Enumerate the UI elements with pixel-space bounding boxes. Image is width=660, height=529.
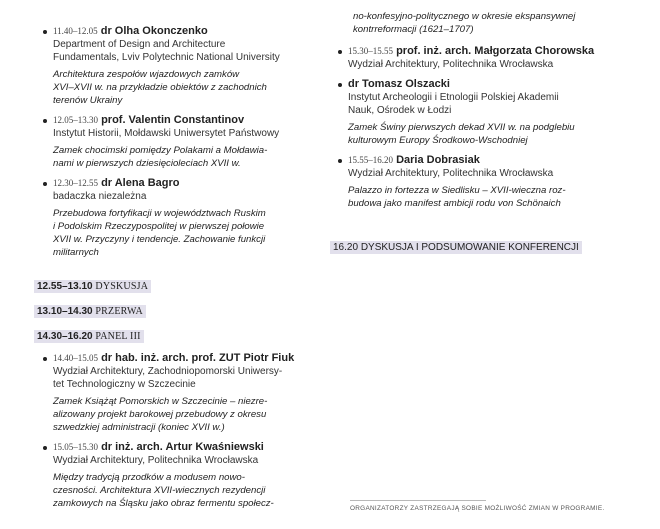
title-line: kontrreformacji (1621–1707)	[353, 24, 474, 35]
title-line: XVI–XVII w. na przykładzie obiektów z zachodnich	[53, 82, 267, 93]
program-entry	[38, 113, 328, 170]
affiliation-line: Department of Design and Architecture	[53, 39, 226, 50]
title-line: militarnych	[53, 247, 99, 258]
speaker-affiliation	[53, 365, 328, 391]
speaker-affiliation	[53, 38, 328, 64]
affiliation-line: Wydział Architektury, Politechnika Wrocławska	[348, 59, 554, 70]
left-entries	[38, 24, 328, 259]
program-entry	[38, 440, 328, 510]
right-entries	[333, 44, 633, 210]
session-bar-break	[34, 305, 146, 318]
session-bar-panel	[34, 330, 144, 343]
footer-divider	[350, 500, 486, 501]
speaker-name: Daria Dobrasiak	[396, 154, 480, 166]
affiliation-line: tet Technologiczny w Szczecinie	[53, 379, 196, 390]
bar-time: 14.30–16.20	[37, 331, 93, 342]
speaker-name: dr inż. arch. Artur Kwaśniewski	[101, 441, 264, 453]
entry-time: 11.40–12.05	[53, 26, 98, 36]
talk-title	[53, 207, 328, 259]
title-line: Zamek chocimski pomiędzy Polakami a Mołdawia-	[53, 145, 268, 156]
bullet-icon	[338, 159, 342, 163]
title-line: no-konfesyjno-politycznego w okresie ekspansywnej	[353, 11, 576, 22]
speaker-name: prof. inż. arch. Małgorzata Chorowska	[396, 45, 595, 57]
entry-time: 12.30–12.55	[53, 178, 98, 188]
entry-heading	[348, 153, 633, 167]
bar-time: 12.55–13.10	[37, 281, 93, 292]
panel3-entries	[38, 351, 328, 510]
speaker-affiliation	[53, 190, 328, 203]
entry-heading	[53, 113, 328, 127]
program-entry	[38, 24, 328, 107]
entry-time: 15.30–15.55	[348, 46, 393, 56]
talk-title	[53, 68, 328, 107]
bullet-icon	[43, 182, 47, 186]
bar-label: PRZERWA	[95, 306, 143, 317]
continued-title	[333, 10, 633, 36]
entry-time: 12.05–13.30	[53, 115, 98, 125]
speaker-name: dr Olha Okonczenko	[100, 25, 208, 37]
affiliation-line: Instytut Archeologii i Etnologii Polskiej Akademii	[348, 92, 559, 103]
bullet-icon	[43, 446, 47, 450]
talk-title	[53, 144, 328, 170]
title-line: budowa jako manifest ambicji rodu von Schönaich	[348, 198, 561, 209]
entry-heading	[348, 77, 633, 91]
title-line: nami w pierwszych dziesięcioleciach XVII w.	[53, 158, 241, 169]
title-line: kulturowym Europy Środkowo-Wschodniej	[348, 135, 528, 146]
title-line: terenów Ukrainy	[53, 95, 123, 106]
speaker-name: dr hab. inż. arch. prof. ZUT Piotr Fiuk	[101, 352, 295, 364]
entry-heading	[53, 24, 328, 38]
program-entry	[333, 77, 633, 147]
talk-title	[53, 471, 328, 510]
bar-label: DYSKUSJA I PODSUMOWANIE KONFERENCJI	[360, 242, 579, 253]
affiliation-line: badaczka niezależna	[53, 191, 147, 202]
title-line: Między tradycją przodków a modusem nowo-	[53, 472, 245, 483]
bullet-icon	[338, 83, 342, 87]
speaker-affiliation	[53, 127, 328, 140]
footer-note: ORGANIZATORZY ZASTRZEGAJĄ SOBIE MOŻLIWOŚĆ ZMIAN W PROGRAMIE.	[350, 505, 605, 512]
bar-label: PANEL III	[95, 331, 141, 342]
bullet-icon	[43, 119, 47, 123]
bar-time: 13.10–14.30	[37, 306, 93, 317]
speaker-name: dr Alena Bagro	[101, 177, 180, 189]
bullet-icon	[338, 50, 342, 54]
title-line: czesności. Architektura XVII-wiecznych rezydencji	[53, 485, 266, 496]
talk-title	[348, 184, 633, 210]
program-entry	[38, 176, 328, 259]
affiliation-line: Nauk, Ośrodek w Łodzi	[348, 105, 452, 116]
talk-title	[348, 121, 633, 147]
title-line: Zamek Świny pierwszych dekad XVII w. na podglebiu	[348, 122, 575, 133]
entry-heading	[348, 44, 633, 58]
left-column-panel3	[38, 351, 328, 516]
entry-time: 14.40–15.05	[53, 353, 98, 363]
bullet-icon	[43, 30, 47, 34]
talk-title	[53, 395, 328, 434]
left-column	[38, 24, 328, 265]
affiliation-line: Fundamentals, Lviv Polytechnic National University	[53, 52, 280, 63]
program-entry	[333, 44, 633, 71]
speaker-affiliation	[348, 91, 633, 117]
affiliation-line: Wydział Architektury, Politechnika Wrocławska	[53, 455, 259, 466]
title-line: alizowany projekt barokowej przebudowy z okresu	[53, 409, 267, 420]
affiliation-line: Wydział Architektury, Zachodniopomorski Uniwersy-	[53, 366, 283, 377]
bullet-icon	[43, 357, 47, 361]
program-entry	[38, 351, 328, 434]
title-line: XVII w. Przyczyny i tendencje. Zachowanie funkcji	[53, 234, 266, 245]
speaker-name: dr Tomasz Olszacki	[348, 78, 450, 90]
title-line: i Podolskim Rzeczypospolitej w pierwszej połowie	[53, 221, 265, 232]
affiliation-line: Wydział Architektury, Politechnika Wrocławska	[348, 168, 554, 179]
affiliation-line: Instytut Historii, Mołdawski Uniwersytet Państwowy	[53, 128, 280, 139]
entry-time: 15.55–16.20	[348, 155, 393, 165]
right-column	[333, 10, 633, 216]
speaker-affiliation	[348, 58, 633, 71]
title-line: Palazzo in fortezza w Siedlisku – XVII-wieczna roz-	[348, 185, 566, 196]
bar-label: DYSKUSJA	[95, 281, 149, 292]
bar-time: 16.20	[333, 242, 359, 253]
title-line: Przebudowa fortyfikacji w województwach Ruskim	[53, 208, 266, 219]
entry-heading	[53, 176, 328, 190]
entry-heading	[53, 351, 328, 365]
session-bar-final	[330, 241, 582, 254]
title-line: zamkowych na Śląsku jako obraz fermentu społecz-	[53, 498, 274, 509]
program-entry	[333, 153, 633, 210]
session-bar-discussion	[34, 280, 151, 293]
entry-heading	[53, 440, 328, 454]
title-line: Architektura zespołów wjazdowych zamków	[53, 69, 240, 80]
speaker-name: prof. Valentin Constantinov	[101, 114, 245, 126]
speaker-affiliation	[348, 167, 633, 180]
title-line: szwedzkiej administracji (koniec XVII w.)	[53, 422, 225, 433]
title-line: Zamek Książąt Pomorskich w Szczecinie – niezre-	[53, 396, 268, 407]
speaker-affiliation	[53, 454, 328, 467]
entry-time: 15.05–15.30	[53, 442, 98, 452]
